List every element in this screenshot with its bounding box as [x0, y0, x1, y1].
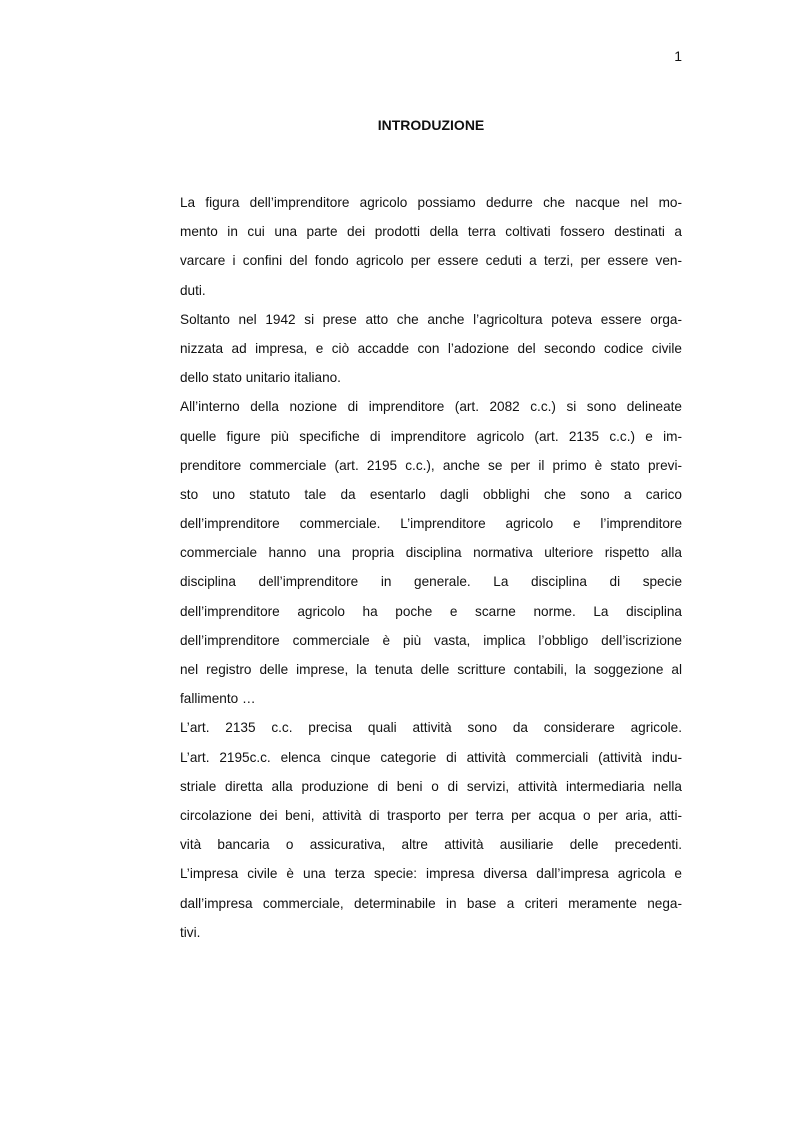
- text-line: sto uno statuto tale da esentarlo dagli obblighi che sono a carico: [180, 486, 682, 502]
- text-line: L’art. 2135 c.c. precisa quali attività sono da considerare agricole.: [180, 720, 682, 736]
- text-line: vità bancaria o assicurativa, altre attività ausiliarie delle precedenti.: [180, 837, 682, 853]
- text-line: quelle figure più specifiche di imprenditore agricolo (art. 2135 c.c.) e im-: [180, 428, 682, 444]
- text-line: duti.: [180, 282, 206, 298]
- text-line: dell’imprenditore commerciale. L’imprenditore agricolo e l’imprenditore: [180, 516, 682, 532]
- text-line: La figura dell’imprenditore agricolo possiamo dedurre che nacque nel mo-: [180, 195, 682, 210]
- text-line: dell’imprenditore commerciale è più vasta, implica l’obbligo dell’iscrizione: [180, 632, 682, 648]
- text-line: disciplina dell’imprenditore in generale. La disciplina di specie: [180, 574, 682, 590]
- text-line: nel registro delle imprese, la tenuta delle scritture contabili, la soggezione al: [180, 662, 682, 677]
- text-line: varcare i confini del fondo agricolo per essere ceduti a terzi, per essere ven-: [180, 253, 682, 269]
- text-line: prenditore commerciale (art. 2195 c.c.), anche se per il primo è stato previ-: [180, 457, 682, 473]
- text-line: L’art. 2195c.c. elenca cinque categorie di attività commerciali (attività indu-: [180, 749, 682, 765]
- text-line: fallimento …: [180, 691, 256, 707]
- body-text: [180, 188, 682, 947]
- text-line: L’impresa civile è una terza specie: impresa diversa dall’impresa agricola e: [180, 866, 682, 882]
- text-line: dello stato unitario italiano.: [180, 370, 341, 386]
- text-line: tivi.: [180, 924, 201, 940]
- page-number: 1: [674, 48, 682, 64]
- text-line: striale diretta alla produzione di beni o di servizi, attività intermediaria nella: [180, 778, 682, 794]
- text-line: Soltanto nel 1942 si prese atto che anche l’agricoltura poteva essere orga-: [180, 311, 682, 327]
- text-line: dell’imprenditore agricolo ha poche e scarne norme. La disciplina: [180, 603, 682, 619]
- text-line: circolazione dei beni, attività di trasporto per terra per acqua o per aria, atti-: [180, 807, 682, 823]
- text-line: nizzata ad impresa, e ciò accadde con l’adozione del secondo codice civile: [180, 340, 682, 356]
- text-line: dall’impresa commerciale, determinabile in base a criteri meramente nega-: [180, 895, 682, 911]
- text-line: All’interno della nozione di imprenditore (art. 2082 c.c.) si sono delineate: [180, 399, 682, 415]
- text-line: commerciale hanno una propria disciplina normativa ulteriore rispetto alla: [180, 545, 682, 561]
- page-title: INTRODUZIONE: [377, 117, 485, 133]
- text-line: mento in cui una parte dei prodotti della terra coltivati fossero destinati a: [180, 224, 682, 240]
